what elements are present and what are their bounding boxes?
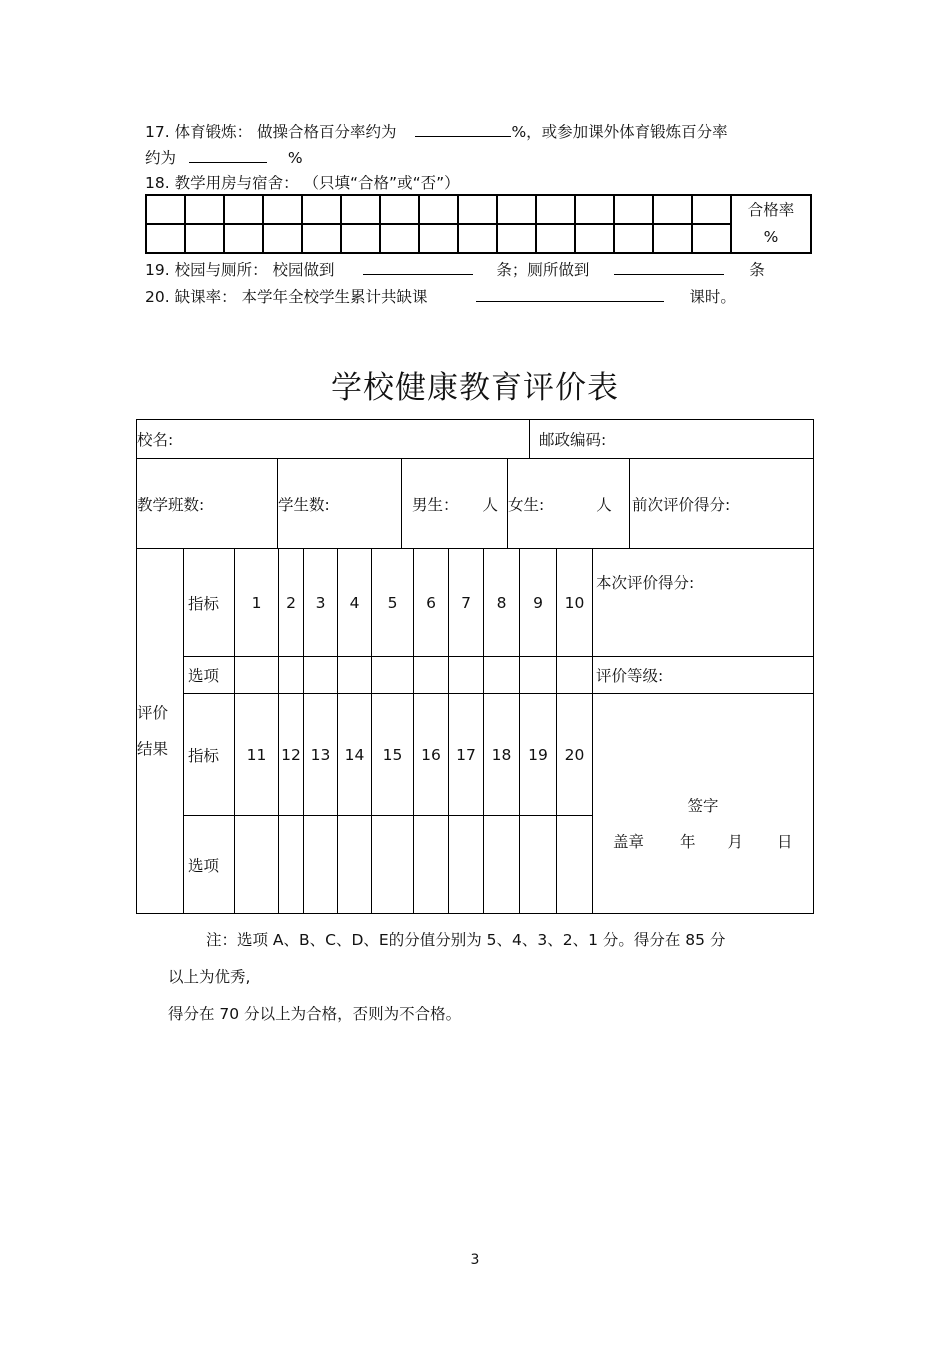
option-cell[interactable] <box>304 657 338 694</box>
option-cell[interactable] <box>449 657 484 694</box>
postal-code-field[interactable]: 邮政编码: <box>530 420 814 459</box>
indicator-label-1: 指标 <box>184 549 235 657</box>
absence-hours-blank[interactable] <box>476 287 664 302</box>
male-count-field[interactable]: 男生： 人 <box>402 459 508 549</box>
student-count-field[interactable]: 学生数: <box>278 459 402 549</box>
option-cell[interactable] <box>338 657 372 694</box>
indicator-label-2: 指标 <box>184 694 235 816</box>
indicator-number: 2 <box>279 549 304 657</box>
option-cell[interactable] <box>484 816 520 914</box>
grade-field[interactable]: 评价等级: <box>593 657 814 694</box>
option-label-1: 选项 <box>184 657 235 694</box>
option-cell[interactable] <box>235 816 279 914</box>
indicator-number: 15 <box>372 694 414 816</box>
option-cell[interactable] <box>414 657 449 694</box>
item-17-line-1: 17. 体育锻炼： 做操合格百分率约为 %，或参加课外体育锻炼百分率 <box>145 123 728 141</box>
option-cell[interactable] <box>484 657 520 694</box>
indicator-number: 7 <box>449 549 484 657</box>
indicator-number: 10 <box>557 549 593 657</box>
option-cell[interactable] <box>557 657 593 694</box>
item-18-label: 18. 教学用房与宿舍： （只填“合格”或“否”） <box>145 174 460 192</box>
option-cell[interactable] <box>414 816 449 914</box>
note-line-1: 注：选项 A、B、C、D、E的分值分别为 5、4、3、2、1 分。得分在 85 分 <box>206 931 726 949</box>
option-cell[interactable] <box>279 816 304 914</box>
indicator-number: 9 <box>520 549 557 657</box>
option-cell[interactable] <box>520 657 557 694</box>
option-label-2: 选项 <box>184 816 235 914</box>
toilet-standard-blank[interactable] <box>614 260 724 275</box>
note-line-2: 以上为优秀, <box>168 968 251 986</box>
option-cell[interactable] <box>372 657 414 694</box>
note-line-3: 得分在 70 分以上为合格，否则为不合格。 <box>168 1005 462 1023</box>
indicator-number: 18 <box>484 694 520 816</box>
pass-rate-cell: 合格率 % <box>731 195 811 253</box>
item-20-line: 20. 缺课率： 本学年全校学生累计共缺课 课时。 <box>145 288 736 306</box>
option-cell[interactable] <box>449 816 484 914</box>
option-cell[interactable] <box>304 816 338 914</box>
option-cell[interactable] <box>372 816 414 914</box>
signature-seal-area[interactable] <box>593 694 814 914</box>
evaluation-result-label: 评价 结果 <box>137 549 184 914</box>
indicator-number: 5 <box>372 549 414 657</box>
item-19-line: 19. 校园与厕所： 校园做到 条；厕所做到 条 <box>145 261 765 279</box>
indicator-number: 16 <box>414 694 449 816</box>
indicator-number: 1 <box>235 549 279 657</box>
indicator-number: 3 <box>304 549 338 657</box>
female-count-field[interactable]: 女生: 人 <box>508 459 630 549</box>
extracurricular-rate-blank[interactable] <box>189 148 267 163</box>
option-cell[interactable] <box>279 657 304 694</box>
previous-score-field[interactable]: 前次评价得分: <box>630 459 814 549</box>
indicator-number: 8 <box>484 549 520 657</box>
indicator-number: 20 <box>557 694 593 816</box>
option-cell[interactable] <box>557 816 593 914</box>
indicator-number: 4 <box>338 549 372 657</box>
indicator-number: 12 <box>279 694 304 816</box>
campus-standard-blank[interactable] <box>363 260 473 275</box>
page-number: 3 <box>470 1252 480 1268</box>
option-cell[interactable] <box>338 816 372 914</box>
indicator-number: 13 <box>304 694 338 816</box>
student-info-row <box>136 458 814 549</box>
school-name-field[interactable]: 校名: <box>137 420 530 459</box>
class-count-field[interactable]: 教学班数: <box>137 459 278 549</box>
evaluation-result-table <box>136 548 814 914</box>
exercise-pass-rate-blank[interactable] <box>415 122 511 137</box>
indicator-number: 14 <box>338 694 372 816</box>
indicator-number: 6 <box>414 549 449 657</box>
option-cell[interactable] <box>235 657 279 694</box>
item-17-line-2: 约为 % <box>145 149 303 167</box>
indicator-number: 17 <box>449 694 484 816</box>
current-score-field[interactable]: 本次评价得分: <box>593 549 814 657</box>
classroom-dormitory-grid <box>145 194 812 254</box>
signature-label: 签字 <box>687 797 719 815</box>
indicator-number: 11 <box>235 694 279 816</box>
seal-date-line: 盖章 年 月 日 <box>613 833 793 851</box>
indicator-number: 19 <box>520 694 557 816</box>
option-cell[interactable] <box>520 816 557 914</box>
school-info-row <box>136 419 814 459</box>
form-title: 学校健康教育评价表 <box>331 370 619 406</box>
